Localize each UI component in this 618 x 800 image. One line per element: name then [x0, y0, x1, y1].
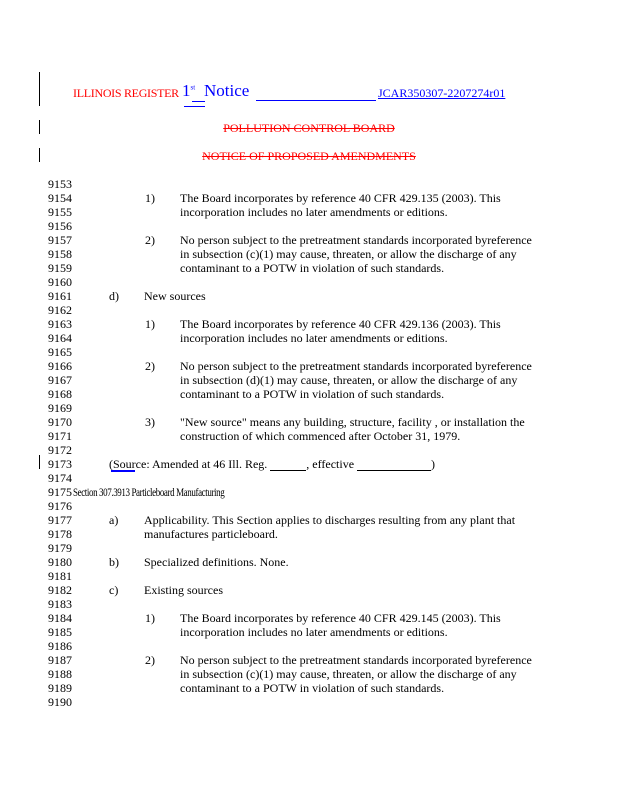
line-number: 9167	[48, 373, 72, 387]
blank-field	[270, 458, 306, 471]
line-number: 9162	[48, 303, 72, 317]
document-line	[48, 485, 618, 499]
list-marker: 2)	[145, 359, 155, 373]
notice-underline	[184, 106, 205, 107]
line-text: Existing sources	[144, 583, 223, 597]
line-text: incorporation includes no later amendments or editions.	[180, 625, 448, 639]
document-line	[48, 303, 618, 317]
list-marker: 3)	[145, 415, 155, 429]
document-line	[48, 583, 618, 597]
document-line	[48, 289, 618, 303]
line-text: incorporation includes no later amendments or editions.	[180, 331, 448, 345]
document-line	[48, 233, 618, 247]
line-number: 9188	[48, 667, 72, 681]
document-line	[48, 429, 618, 443]
page-number: 1	[182, 81, 191, 100]
line-text: The Board incorporates by reference 40 CFR 429.135 (2003). This	[180, 191, 501, 205]
document-line	[48, 639, 618, 653]
line-number: 9169	[48, 401, 72, 415]
document-line	[48, 275, 618, 289]
line-number: 9158	[48, 247, 72, 261]
document-line	[48, 653, 618, 667]
line-number: 9183	[48, 597, 72, 611]
document-line	[48, 569, 618, 583]
line-number: 9186	[48, 639, 72, 653]
document-line	[48, 205, 618, 219]
line-number: 9177	[48, 513, 72, 527]
document-line	[48, 625, 618, 639]
line-number: 9166	[48, 359, 72, 373]
section-heading: Section 307.3913 Particleboard Manufacturing	[73, 485, 225, 499]
list-marker: 2)	[145, 233, 155, 247]
document-line	[48, 373, 618, 387]
line-number: 9189	[48, 681, 72, 695]
line-number: 9165	[48, 345, 72, 359]
document-line	[48, 191, 618, 205]
blank-field	[357, 458, 431, 471]
document-line	[48, 681, 618, 695]
line-number: 9181	[48, 569, 72, 583]
document-line	[48, 611, 618, 625]
line-text: in subsection (d)(1) may cause, threaten, or allow the discharge of any	[180, 373, 518, 387]
document-line	[48, 177, 618, 191]
line-text: in subsection (c)(1) may cause, threaten, or allow the discharge of any	[180, 667, 517, 681]
list-marker: 1)	[145, 317, 155, 331]
line-number: 9157	[48, 233, 72, 247]
line-number: 9187	[48, 653, 72, 667]
line-number: 9184	[48, 611, 72, 625]
document-line	[48, 541, 618, 555]
document-line	[48, 443, 618, 457]
line-number: 9163	[48, 317, 72, 331]
line-text: contaminant to a POTW in violation of such standards.	[180, 387, 445, 401]
list-marker: a)	[109, 513, 119, 527]
line-number: 9176	[48, 499, 72, 513]
list-marker: 1)	[145, 611, 155, 625]
line-text: The Board incorporates by reference 40 CFR 429.145 (2003). This	[180, 611, 501, 625]
line-text: contaminant to a POTW in violation of such standards.	[180, 261, 445, 275]
line-text: No person subject to the pretreatment standards incorporated byreference	[180, 653, 532, 667]
document-line	[48, 331, 618, 345]
line-text: New sources	[144, 289, 206, 303]
line-text: in subsection (c)(1) may cause, threaten, or allow the discharge of any	[180, 247, 517, 261]
document-line	[48, 247, 618, 261]
line-number: 9178	[48, 527, 72, 541]
document-line	[48, 597, 618, 611]
line-number: 9164	[48, 331, 72, 345]
notice-underline	[192, 101, 205, 102]
jcar-id: JCAR350307-2207274r01	[378, 86, 506, 100]
line-number: 9160	[48, 275, 72, 289]
source-note: (Source: Amended at 46 Ill. Reg. , effective )	[109, 457, 436, 471]
page-mark	[182, 81, 195, 101]
document-line	[48, 513, 618, 527]
line-text: manufactures particleboard.	[144, 527, 278, 541]
document-line	[48, 359, 618, 373]
document-line	[48, 415, 618, 429]
document-line	[48, 401, 618, 415]
line-text: No person subject to the pretreatment standards incorporated byreference	[180, 359, 532, 373]
document-line	[48, 555, 618, 569]
list-marker: c)	[109, 583, 119, 597]
line-number: 9182	[48, 583, 72, 597]
line-text: incorporation includes no later amendments or editions.	[180, 205, 448, 219]
document-line	[48, 345, 618, 359]
change-bar	[39, 72, 40, 106]
line-number: 9155	[48, 205, 72, 219]
document-line	[48, 457, 618, 471]
line-text: The Board incorporates by reference 40 CFR 429.136 (2003). This	[180, 317, 501, 331]
notice-title: NOTICE OF PROPOSED AMENDMENTS	[202, 149, 416, 163]
line-number: 9168	[48, 387, 72, 401]
notice-underline	[256, 100, 376, 101]
line-text: No person subject to the pretreatment standards incorporated byreference	[180, 233, 532, 247]
document-line	[48, 261, 618, 275]
line-number: 9153	[48, 177, 72, 191]
line-number: 9156	[48, 219, 72, 233]
line-number: 9171	[48, 429, 72, 443]
line-number: 9190	[48, 695, 72, 709]
line-text: Specialized definitions. None.	[144, 555, 289, 569]
line-text: "New source" means any building, structure, facility , or installation the	[180, 415, 525, 429]
list-marker: 1)	[145, 191, 155, 205]
list-marker: b)	[109, 555, 119, 569]
document-line	[48, 667, 618, 681]
line-number: 9179	[48, 541, 72, 555]
line-number: 9175	[48, 485, 72, 499]
list-marker: d)	[109, 289, 119, 303]
page-superscript: st	[190, 83, 196, 92]
document-line	[48, 387, 618, 401]
line-number: 9154	[48, 191, 72, 205]
document-line	[48, 695, 618, 709]
register-name: ILLINOIS REGISTER	[73, 86, 179, 100]
line-text: construction of which commenced after October 31, 1979.	[180, 429, 461, 443]
change-bar	[39, 455, 40, 469]
board-title: POLLUTION CONTROL BOARD	[223, 121, 395, 135]
line-number: 9180	[48, 555, 72, 569]
document-line	[48, 317, 618, 331]
line-number: 9173	[48, 457, 72, 471]
line-number: 9172	[48, 443, 72, 457]
line-number: 9159	[48, 261, 72, 275]
line-text: contaminant to a POTW in violation of such standards.	[180, 681, 445, 695]
document-line	[48, 499, 618, 513]
line-number: 9161	[48, 289, 72, 303]
document-line	[48, 219, 618, 233]
line-number: 9174	[48, 471, 72, 485]
document-line	[48, 527, 618, 541]
list-marker: 2)	[145, 653, 155, 667]
line-number: 9170	[48, 415, 72, 429]
notice-label: Notice	[204, 81, 250, 100]
line-number: 9185	[48, 625, 72, 639]
line-text: Applicability. This Section applies to discharges resulting from any plant that	[144, 513, 516, 527]
